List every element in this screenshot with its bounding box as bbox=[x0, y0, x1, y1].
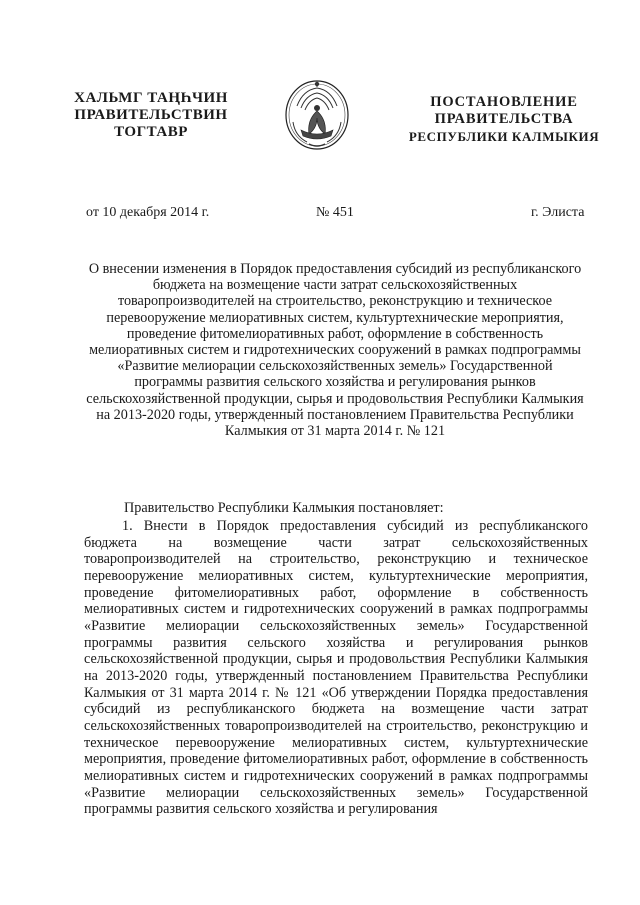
coat-of-arms-emblem bbox=[283, 78, 351, 152]
header-russian-line: ПОСТАНОВЛЕНИЕ bbox=[430, 94, 578, 110]
header-kalmyk-line: ПРАВИТЕЛЬСТВИН bbox=[74, 107, 228, 123]
header-russian-line: ПРАВИТЕЛЬСТВА bbox=[434, 111, 574, 127]
header-kalmyk-line: ТОГТАВР bbox=[114, 124, 188, 140]
header-russian bbox=[404, 94, 604, 145]
document-date: от 10 декабря 2014 г. bbox=[86, 205, 210, 220]
body-paragraph: 1. Внести в Порядок предоставления субсидий из республиканского бюджета на возмещение части затрат сельскохозяйственных товаропроизводителей на строительство, реконструкцию и техническое перевооружение мелиоративных систем, культуртехнические мероприятия, проведение фитомелиоративных работ, оформление в собственность мелиоративных систем и гидротехнических сооружений в рамках подпрограммы «Развитие мелиорации сельскохозяйственных земель» Государственной программы развития сельского хозяйства и регулирования рынков сельскохозяйственной продукции, сырья и продовольствия Республики Калмыкия на 2013-2020 годы, утвержденный постановлением Правительства Республики Калмыкия от 31 марта 2014 г. № 121 «Об утверждении Порядка предоставления субсидий из республиканского бюджета на возмещение части затрат сельскохозяйственных товаропроизводителей на строительство, реконструкцию и техническое перевооружение мелиоративных систем, культуртехнические мероприятия, проведение фитомелиоративных работ, оформление в собственность мелиоративных систем и гидротехнических сооружений в рамках подпрограммы «Развитие мелиорации сельскохозяйственных земель» Государственной программы развития сельского хозяйства и регулирования bbox=[84, 518, 588, 818]
document-city: г. Элиста bbox=[531, 205, 585, 220]
header-kalmyk-line: ХАЛЬМГ ТАҢҺЧИН bbox=[74, 90, 228, 106]
document-title: О внесении изменения в Порядок предоставления субсидий из республиканского бюджета на возмещение части затрат сельскохозяйственных товаропроизводителей на строительство, реконструкцию и техническое перевооружение мелиоративных систем, культуртехнические мероприятия, проведение фитомелиоративных работ, оформление в собственность мелиоративных систем и гидротехнических сооружений в рамках подпрограммы «Развитие мелиорации сельскохозяйственных земель» Государственной программы развития сельского хозяйства и регулирования рынков сельскохозяйственной продукции, сырья и продовольствия Республики Калмыкия на 2013-2020 годы, утвержденный постановлением Правительства Республики Калмыкия от 31 марта 2014 г. № 121 bbox=[86, 261, 584, 440]
header-kalmyk bbox=[56, 90, 246, 141]
preamble-text: Правительство Республики Калмыкия постановляет: bbox=[124, 500, 444, 516]
document-number: № 451 bbox=[316, 205, 354, 220]
header-russian-line: РЕСПУБЛИКИ КАЛМЫКИЯ bbox=[408, 129, 600, 144]
